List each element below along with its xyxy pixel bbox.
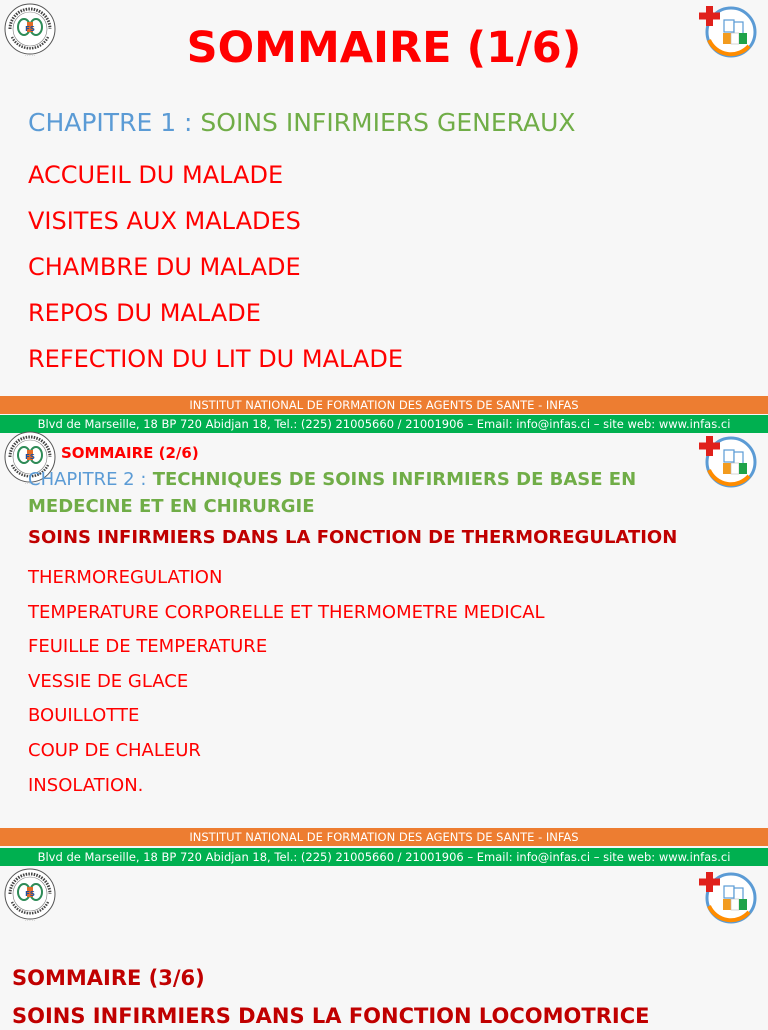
slide-title: SOMMAIRE (3/6) [12,966,205,990]
section-heading: SOINS INFIRMIERS DANS LA FONCTION DE THERMOREGULATION [28,527,678,548]
footer-institute-bar: INSTITUT NATIONAL DE FORMATION DES AGENTS DE SANTE - INFAS [0,396,768,414]
list-item: REPOS DU MALADE [28,299,261,327]
topic-list [28,561,545,803]
list-item: REFECTION DU LIT DU MALADE [28,345,403,373]
slide-title: SOMMAIRE (1/6) [186,23,582,73]
list-item: THERMOREGULATION [28,567,223,588]
chapter-label: CHAPITRE 1 : [28,108,193,137]
section-heading: SOINS INFIRMIERS DANS LA FONCTION LOCOMOTRICE [12,1004,650,1028]
list-item: FEUILLE DE TEMPERATURE [28,636,268,658]
chapter-heading [28,107,576,139]
list-item: INSOLATION. [28,774,144,796]
list-item: COUP DE CHALEUR [28,739,201,761]
list-item: CHAMBRE DU MALADE [28,253,301,281]
chapter-title: SOINS INFIRMIERS GENERAUX [200,108,576,137]
chapter-heading [28,466,728,520]
slide-3 [0,866,768,1028]
list-item: VESSIE DE GLACE [28,670,189,692]
slide-title: SOMMAIRE (2/6) [61,444,199,462]
list-item: ACCUEIL DU MALADE [28,161,284,189]
footer-address-bar: Blvd de Marseille, 18 BP 720 Abidjan 18, Tel.: (225) 21005660 / 21001906 – Email: info@infas.ci – site web: www.infas.ci [0,848,768,866]
footer-institute-bar: INSTITUT NATIONAL DE FORMATION DES AGENTS DE SANTE - INFAS [0,828,768,846]
chapter-title: TECHNIQUES DE SOINS INFIRMIERS DE BASE EN MEDECINE ET EN CHIRURGIE [28,469,637,517]
health-ministry-logo-icon [697,868,757,926]
footer-address-bar: Blvd de Marseille, 18 BP 720 Abidjan 18, Tel.: (225) 21005660 / 21001906 – Email: info@infas.ci – site web: www.infas.ci [0,415,768,433]
list-item: BOUILLOTTE [28,705,140,727]
infas-seal-logo-icon [2,868,58,924]
slide-2 [0,432,768,828]
slide-1 [0,0,768,396]
list-item: VISITES AUX MALADES [28,207,301,235]
topic-list [28,152,403,382]
chapter-label: CHAPITRE 2 : [28,469,147,490]
list-item: TEMPERATURE CORPORELLE ET THERMOMETRE MEDICAL [28,601,545,623]
